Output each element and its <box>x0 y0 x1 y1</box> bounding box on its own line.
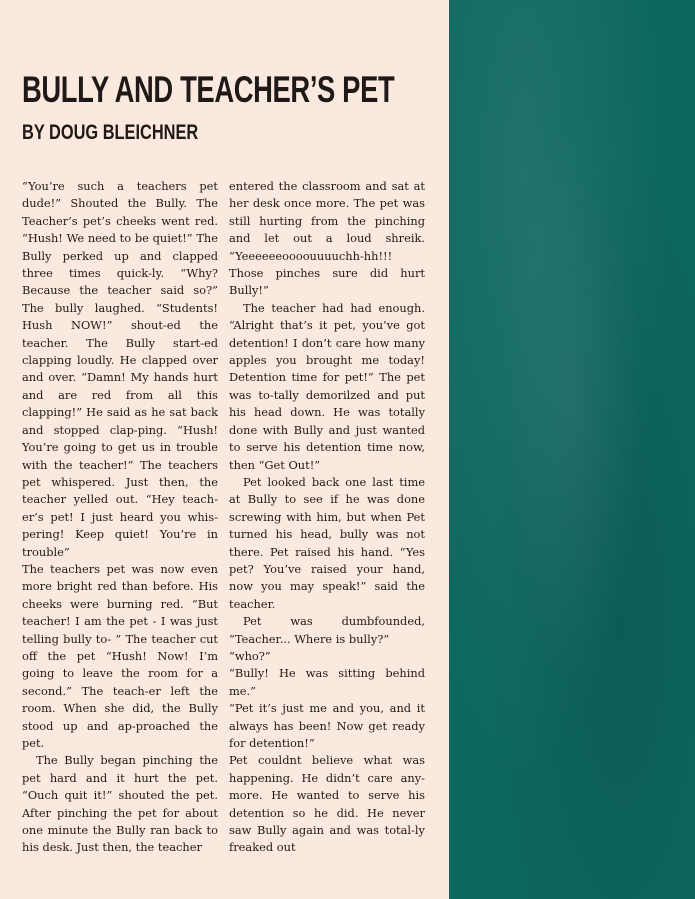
teal-decorative-panel <box>449 0 695 899</box>
paragraph: The teacher had had enough. “Alright that’s it pet, you’ve got detention! I don’t care how many apples you brought me today! Detention time for pet!” The pet was to-tally demorilzed and put his head down. He was totally done with Bully and just wanted to serve his detention time now, then “Get Out!” <box>229 300 425 472</box>
paragraph: entered the classroom and sat at her desk once more. The pet was still hurting from the pinching and let out a loud shreik. “Yeeeeeeoooouuuuchh-hh!!! Those pinches sure did hurt Bully!” <box>229 179 425 298</box>
paragraph: “Bully! He was sitting behind me.” <box>229 666 425 698</box>
paragraph: “who?” <box>229 648 271 663</box>
text-column-left <box>22 178 218 857</box>
article-title: BULLY AND TEACHER’S PET <box>22 69 395 110</box>
paragraph: The teachers pet was now even more bright red than before. His cheeks were burning red. “But teacher! I am the pet - I was just telling bully to- ” The teacher cut off the pet “Hush! Now! I’m going to leave the room for a second.” The teach-er left the room. When she did, the Bully stood up and ap-proached the pet. <box>22 561 218 750</box>
article-byline: BY DOUG BLEICHNER <box>22 121 199 144</box>
paragraph: The Bully began pinching the pet hard and it hurt the pet. “Ouch quit it!” shouted the pet. After pinching the pet for about one minute the Bully ran back to his desk. Just then, the teacher <box>22 753 218 855</box>
paragraph: “You’re such a teachers pet dude!” Shouted the Bully. The Teacher’s pet’s cheeks went red. “Hush! We need to be quiet!” The Bully perked up and clapped three times quick-ly. “Why? Because the teacher said so?” The bully laughed. “Students! Hush NOW!” shout-ed the teacher. The Bully start-ed clapping loudly. He clapped over and over. “Damn! My hands hurt and are red from all this clapping!” He said as he sat back and stopped clap-ping. “Hush! You’re going to get us in trouble with the teacher!” The teachers pet whispered. Just then, the teacher yelled out. “Hey teach-er’s pet! I just heard you whis-pering! Keep quiet! You’re in trouble” <box>22 179 218 559</box>
paragraph: Pet was dumbfounded, “Teacher... Where is bully?” <box>229 614 425 646</box>
text-column-right <box>229 178 425 857</box>
paragraph: Pet looked back one last time at Bully to see if he was done screwing with him, but when Pet turned his head, bully was not there. Pet raised his hand. “Yes pet? You’ve raised your hand, now you may speak!” said the teacher. <box>229 474 425 611</box>
paragraph: “Pet it’s just me and you, and it always has been! Now get ready for detention!” <box>229 701 425 750</box>
paragraph: Pet couldnt believe what was happening. He didn’t care any-more. He wanted to serve his detention so he did. He never saw Bully again and was total-ly freaked out <box>229 753 425 855</box>
